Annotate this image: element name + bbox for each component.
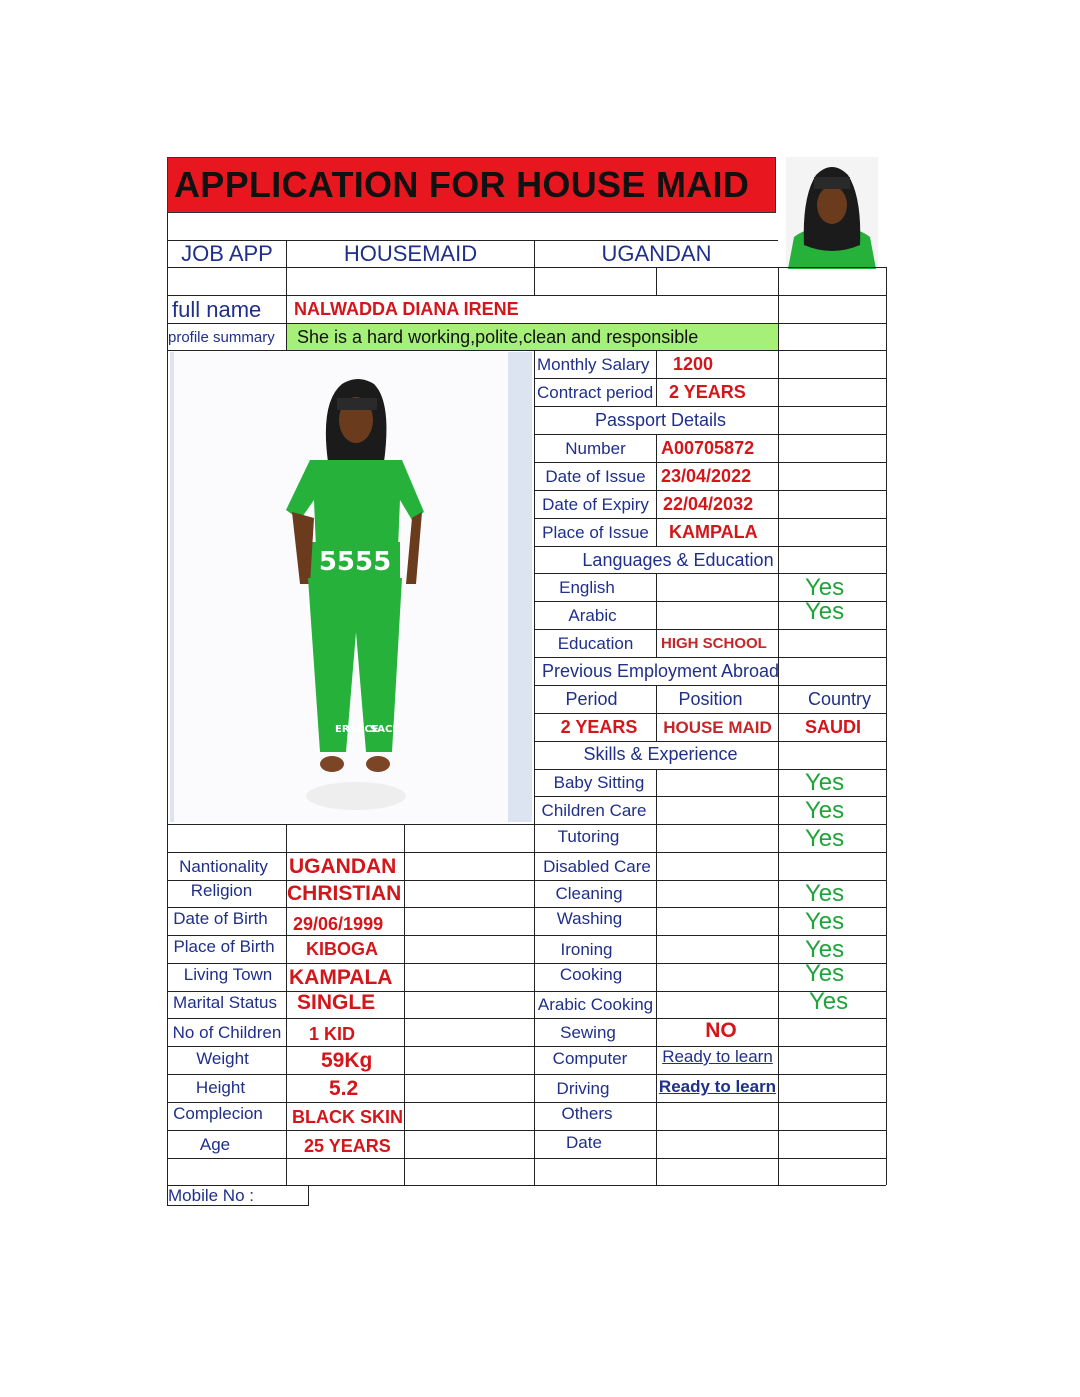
- arabic-value: Yes: [805, 598, 845, 625]
- driving-value: Ready to learn: [658, 1077, 777, 1096]
- place-of-issue-value: KAMPALA: [669, 522, 758, 542]
- personal-label: Religion: [190, 881, 253, 900]
- personal-value: 29/06/1999: [293, 914, 384, 934]
- personal-label: Date of Birth: [173, 909, 268, 928]
- job-app-label: JOB APP: [181, 241, 273, 266]
- date-of-expiry-label: Date of Expiry: [542, 494, 649, 514]
- personal-label: Complecion: [173, 1104, 263, 1123]
- date-of-issue-label: Date of Issue: [545, 466, 646, 486]
- skill-value: Yes: [805, 881, 845, 907]
- country-label: Country: [807, 689, 872, 709]
- place-of-issue-label: Place of Issue: [542, 522, 649, 542]
- sewing-label: Sewing: [560, 1022, 616, 1042]
- english-value: Yes: [805, 574, 845, 601]
- svg-text:ERSACE: ERSACE: [335, 724, 379, 735]
- svg-text:SACE: SACE: [370, 724, 400, 735]
- personal-value: 5.2: [329, 1076, 359, 1100]
- nationality-header-value: UGANDAN: [601, 241, 712, 266]
- personal-label: Weight: [196, 1049, 249, 1068]
- date-label: Date: [566, 1133, 602, 1152]
- skill-label: Washing: [556, 909, 623, 928]
- skill-value: [779, 853, 886, 880]
- sewing-value: NO: [705, 1018, 737, 1042]
- personal-label: Age: [199, 1134, 231, 1154]
- skill-value: Yes: [805, 797, 845, 824]
- skill-label: Cleaning: [555, 884, 623, 903]
- position-label: Position: [678, 689, 743, 709]
- skill-value: Yes: [805, 770, 845, 796]
- employment-position-value: HOUSE MAID: [663, 717, 772, 737]
- education-label: Education: [557, 633, 634, 653]
- personal-value: BLACK SKIN: [292, 1107, 403, 1127]
- date-of-expiry-value: 22/04/2032: [663, 494, 754, 514]
- monthly-salary-label: Monthly Salary: [537, 354, 650, 374]
- arabic-label: Arabic: [568, 605, 617, 625]
- monthly-salary-value: 1200: [673, 354, 714, 374]
- contract-period-label: Contract period: [537, 382, 654, 402]
- profile-summary-value: She is a hard working,polite,clean and responsible: [287, 324, 778, 350]
- headshot-photo: [786, 157, 878, 269]
- skill-label: Children Care: [541, 800, 647, 820]
- passport-number-label: Number: [565, 438, 626, 458]
- mobile-number-label: Mobile No :: [168, 1186, 254, 1205]
- personal-label: Height: [195, 1078, 246, 1097]
- contract-period-value: 2 YEARS: [669, 382, 746, 402]
- full-name-value: NALWADDA DIANA IRENE: [294, 299, 519, 319]
- personal-value: 1 KID: [309, 1024, 356, 1044]
- personal-label: No of Children: [172, 1022, 282, 1042]
- personal-value: UGANDAN: [289, 854, 397, 878]
- skill-label: Disabled Care: [543, 856, 651, 876]
- skill-value: Yes: [809, 989, 849, 1015]
- driving-label: Driving: [556, 1078, 610, 1098]
- personal-label: Place of Birth: [173, 937, 275, 956]
- page-title: APPLICATION FOR HOUSE MAID: [174, 164, 750, 205]
- full-name-label: full name: [172, 296, 262, 322]
- skill-value: Yes: [805, 908, 845, 935]
- computer-label: Computer: [552, 1049, 628, 1068]
- english-label: English: [559, 577, 615, 597]
- skill-value: Yes: [805, 936, 845, 963]
- employment-period-value: 2 YEARS: [560, 717, 638, 737]
- skill-label: Baby Sitting: [553, 773, 645, 792]
- personal-value: 25 YEARS: [304, 1136, 391, 1156]
- full-body-photo: [170, 352, 532, 822]
- languages-education-heading: Languages & Education: [582, 549, 774, 570]
- passport-details-heading: Passport Details: [594, 410, 727, 430]
- personal-label: Nantionality: [179, 856, 268, 876]
- personal-value: 59Kg: [321, 1048, 373, 1072]
- skill-value: Yes: [805, 825, 845, 852]
- employment-country-value: SAUDI: [805, 717, 862, 737]
- personal-label: Marital Status: [173, 993, 277, 1012]
- personal-value: CHRISTIAN: [287, 882, 402, 905]
- personal-value: KIBOGA: [306, 939, 378, 959]
- education-value: HIGH SCHOOL: [661, 635, 767, 652]
- skill-label: Tutoring: [557, 827, 620, 846]
- computer-value: Ready to learn: [662, 1047, 773, 1066]
- previous-employment-heading: Previous Employment Abroad: [541, 661, 780, 681]
- personal-value: SINGLE: [297, 990, 376, 1014]
- skill-label: Cooking: [559, 965, 623, 984]
- skills-experience-heading: Skills & Experience: [583, 743, 738, 764]
- profile-summary-label: profile summary: [168, 328, 275, 346]
- job-title-value: HOUSEMAID: [343, 241, 478, 266]
- svg-text:5555: 5555: [318, 547, 392, 577]
- period-label: Period: [565, 689, 618, 709]
- skill-label: Arabic Cooking: [537, 995, 654, 1014]
- skill-label: Ironing: [560, 939, 613, 959]
- passport-number-value: A00705872: [661, 438, 755, 458]
- personal-value: KAMPALA: [289, 965, 393, 989]
- date-of-issue-value: 23/04/2022: [661, 466, 752, 486]
- personal-label: Living Town: [183, 965, 273, 984]
- others-label: Others: [561, 1104, 613, 1123]
- title-banner: [167, 157, 776, 213]
- skill-value: Yes: [805, 962, 845, 986]
